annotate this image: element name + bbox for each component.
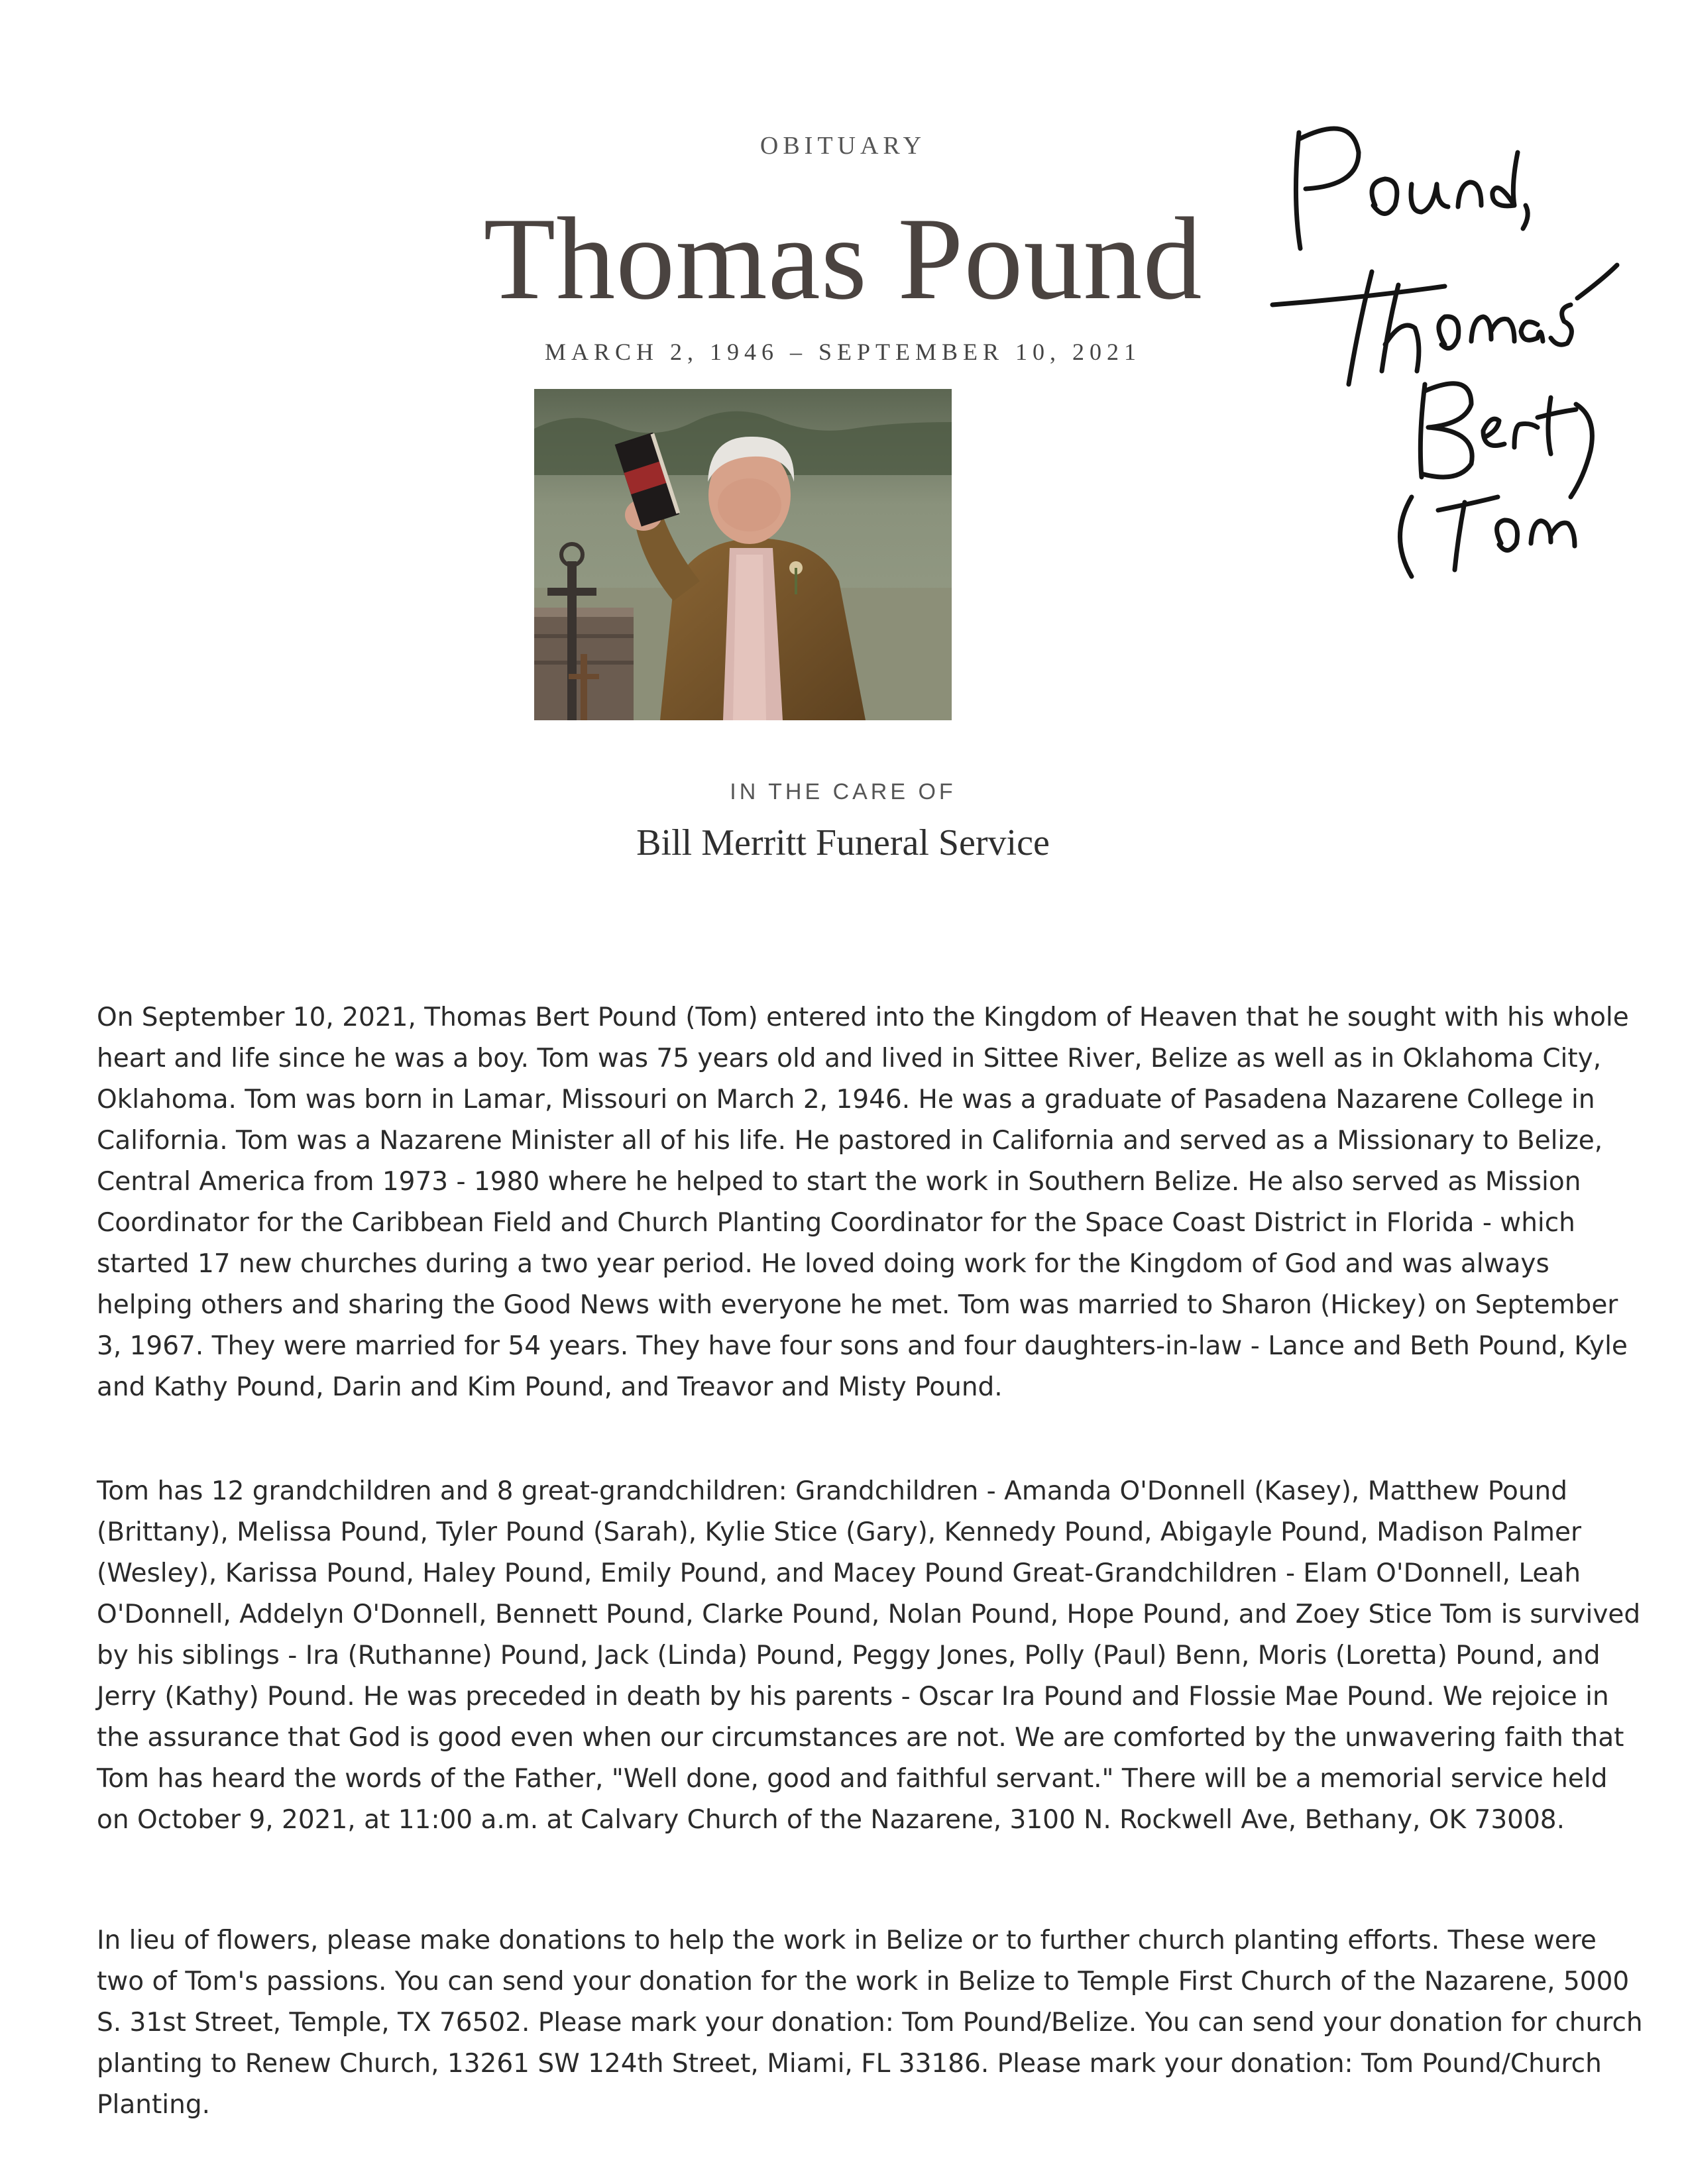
deceased-name: Thomas Pound bbox=[483, 193, 1203, 324]
obituary-paragraph-2: Tom has 12 grandchildren and 8 great-grandchildren: Grandchildren - Amanda O'Donnell (Kasey), Matthew Pound (Brittany), Melissa Pound, Tyler Pound (Sarah), Kylie Stice (Gary), Kennedy Pound, Abigayle Pound, Madison Palmer (Wesley), Karissa Pound, Haley Pound, Emily Pound, and Macey Pound Great-Grandchildren - Elam O'Donnell, Leah O'Donnell, Addelyn O'Donnell, Bennett Pound, Clarke Pound, Nolan Pound, Hope Pound, and Zoey Stice Tom is survived by his siblings - Ira (Ruthanne) Pound, Jack (Linda) Pound, Peggy Jones, Polly (Paul) Benn, Moris (Loretta) Pound, and Jerry (Kathy) Pound. He was preceded in death by his parents - Oscar Ira Pound and Flossie Mae Pound. We rejoice in the assurance that God is good even when our circumstances are not. We are comforted by the unwavering faith that Tom has heard the words of the Father, "Well done, good and faithful servant." There will be a memorial service held on October 9, 2021, at 11:00 a.m. at Calvary Church of the Nazarene, 3100 N. Rockwell Ave, Bethany, OK 73008. bbox=[97, 1476, 1641, 1835]
obituary-paragraph-3: In lieu of flowers, please make donations to help the work in Belize or to further church planting efforts. These were two of Tom's passions. You can send your donation for the work in Belize to Temple First Church of the Nazarene, 5000 S. 31st Street, Temple, TX 76502. Please mark your donation: Tom Pound/Belize. You can send your donation for church planting to Renew Church, 13261 SW 124th Street, Miami, FL 33186. Please mark your donation: Tom Pound/Church Planting. bbox=[97, 1926, 1643, 2120]
obituary-kicker: OBITUARY bbox=[759, 132, 927, 160]
funeral-home-name: Bill Merritt Funeral Service bbox=[636, 822, 1050, 863]
care-label: IN THE CARE OF bbox=[730, 779, 956, 804]
portrait-photo bbox=[534, 389, 952, 720]
handwritten-annotation bbox=[1259, 106, 1630, 583]
obituary-paragraph-1: On September 10, 2021, Thomas Bert Pound (Tom) entered into the Kingdom of Heaven that he sought with his whole heart and life since he was a boy. Tom was 75 years old and lived in Sittee River, Belize as well as in Oklahoma City, Oklahoma. Tom was born in Lamar, Missouri on March 2, 1946. He was a graduate of Pasadena Nazarene College in California. Tom was a Nazarene Minister all of his life. He pastored in California and served as a Missionary to Belize, Central America from 1973 - 1980 where he helped to start the work in Southern Belize. He also served as Mission Coordinator for the Caribbean Field and Church Planting Coordinator for the Space Coast District in Florida - which started 17 new churches during a two year period. He loved doing work for the Kingdom of God and was always helping others and sharing the Good News with everyone he met. Tom was married to Sharon (Hickey) on September 3, 1967. They were married for 54 years. They have four sons and four daughters-in-law - Lance and Beth Pound, Kyle and Kathy Pound, Darin and Kim Pound, and Treavor and Misty Pound. bbox=[97, 1003, 1629, 1402]
life-dates: MARCH 2, 1946 – SEPTEMBER 10, 2021 bbox=[544, 339, 1142, 365]
